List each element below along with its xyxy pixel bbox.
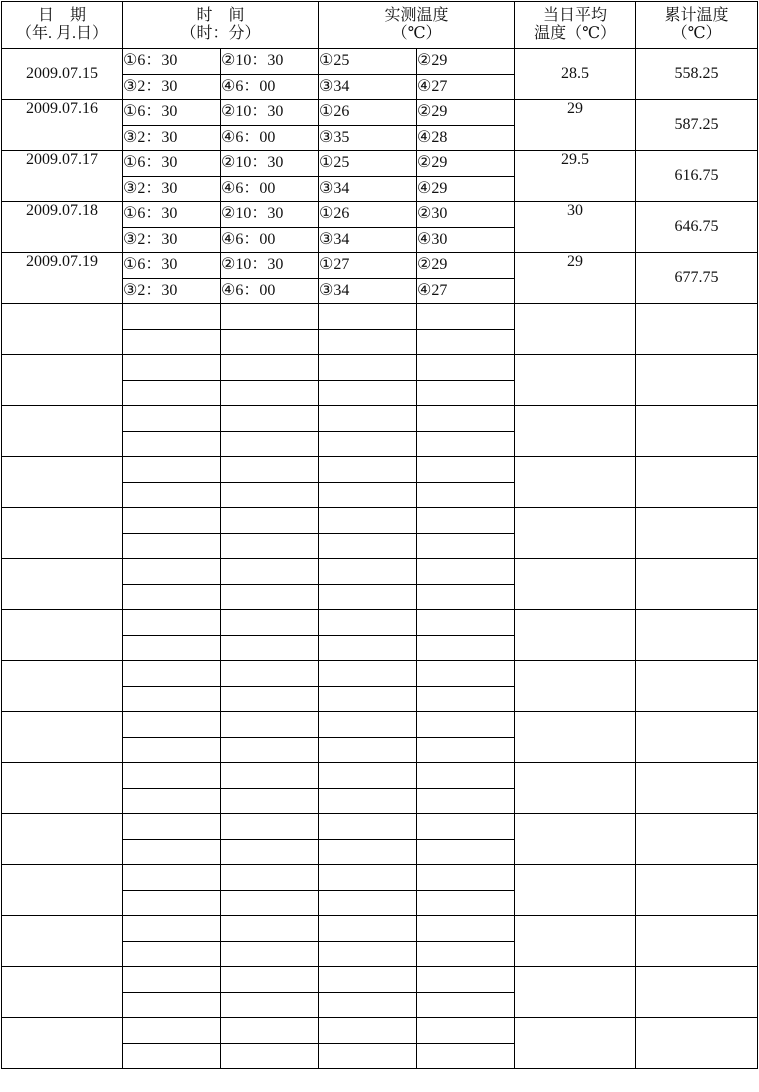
- blank-cell: [319, 992, 417, 1018]
- blank-cell: [123, 1043, 221, 1069]
- empty-row: [2, 661, 758, 687]
- blank-cell: [123, 992, 221, 1018]
- blank-cell: [417, 788, 515, 814]
- blank-cell: [221, 788, 319, 814]
- date-cell: [2, 559, 123, 610]
- blank-cell: [221, 737, 319, 763]
- blank-cell: [123, 967, 221, 993]
- blank-cell: [221, 584, 319, 610]
- blank-cell: [417, 1043, 515, 1069]
- blank-cell: [221, 890, 319, 916]
- time-cell: ③2：30: [123, 278, 221, 304]
- blank-cell: [221, 304, 319, 330]
- blank-cell: [417, 635, 515, 661]
- blank-cell: [417, 763, 515, 789]
- blank-cell: [417, 431, 515, 457]
- blank-cell: [123, 916, 221, 942]
- date-cell: [2, 508, 123, 559]
- blank-cell: [417, 508, 515, 534]
- blank-cell: [417, 482, 515, 508]
- blank-cell: [319, 355, 417, 381]
- daily-avg-cell: [515, 559, 636, 610]
- blank-cell: [123, 890, 221, 916]
- blank-cell: [319, 814, 417, 840]
- date-cell: [2, 661, 123, 712]
- daily-avg-cell: 29.5: [515, 151, 636, 202]
- cumulative-cell: [636, 406, 758, 457]
- temp-cell: ④30: [417, 227, 515, 253]
- blank-cell: [221, 482, 319, 508]
- blank-cell: [221, 916, 319, 942]
- time-cell: ②10：30: [221, 100, 319, 126]
- blank-cell: [319, 941, 417, 967]
- blank-cell: [221, 559, 319, 585]
- blank-cell: [417, 380, 515, 406]
- empty-row: [2, 508, 758, 534]
- blank-cell: [319, 406, 417, 432]
- blank-cell: [123, 814, 221, 840]
- blank-cell: [123, 712, 221, 738]
- blank-cell: [221, 1043, 319, 1069]
- daily-avg-cell: [515, 355, 636, 406]
- blank-cell: [319, 737, 417, 763]
- blank-cell: [221, 661, 319, 687]
- daily-avg-cell: [515, 304, 636, 355]
- blank-cell: [123, 508, 221, 534]
- empty-row: [2, 814, 758, 840]
- blank-cell: [417, 916, 515, 942]
- temp-cell: ①26: [319, 202, 417, 228]
- blank-cell: [123, 839, 221, 865]
- date-cell: [2, 457, 123, 508]
- blank-cell: [221, 967, 319, 993]
- blank-cell: [417, 712, 515, 738]
- blank-cell: [417, 457, 515, 483]
- cumulative-cell: [636, 865, 758, 916]
- daily-avg-cell: [515, 1018, 636, 1069]
- time-cell: ④6：00: [221, 278, 319, 304]
- blank-cell: [123, 737, 221, 763]
- temp-cell: ②29: [417, 49, 515, 75]
- blank-cell: [123, 610, 221, 636]
- daily-avg-cell: 29: [515, 100, 636, 151]
- table-row: [2, 253, 758, 279]
- daily-avg-cell: 30: [515, 202, 636, 253]
- time-cell: ①6：30: [123, 253, 221, 279]
- empty-row: [2, 457, 758, 483]
- blank-cell: [123, 406, 221, 432]
- blank-cell: [123, 380, 221, 406]
- header-measured-temp: 实测温度 （℃）: [319, 2, 515, 49]
- temp-cell: ③34: [319, 176, 417, 202]
- cumulative-cell: [636, 712, 758, 763]
- header-date: 日 期 （年. 月.日）: [2, 2, 123, 49]
- date-cell: 2009.07.16: [2, 100, 123, 151]
- date-cell: 2009.07.18: [2, 202, 123, 253]
- temp-cell: ④27: [417, 278, 515, 304]
- time-cell: ②10：30: [221, 253, 319, 279]
- time-cell: ①6：30: [123, 151, 221, 177]
- date-cell: [2, 304, 123, 355]
- blank-cell: [123, 559, 221, 585]
- temp-cell: ①26: [319, 100, 417, 126]
- cumulative-cell: [636, 661, 758, 712]
- blank-cell: [221, 1018, 319, 1044]
- blank-cell: [123, 584, 221, 610]
- cumulative-cell: 587.25: [636, 100, 758, 151]
- cumulative-cell: [636, 355, 758, 406]
- date-cell: [2, 865, 123, 916]
- blank-cell: [319, 329, 417, 355]
- blank-cell: [417, 406, 515, 432]
- blank-cell: [123, 763, 221, 789]
- table-row: [2, 202, 758, 228]
- empty-row: [2, 916, 758, 942]
- cumulative-cell: 558.25: [636, 49, 758, 100]
- blank-cell: [319, 763, 417, 789]
- temp-cell: ②29: [417, 151, 515, 177]
- date-cell: 2009.07.19: [2, 253, 123, 304]
- blank-cell: [417, 814, 515, 840]
- blank-cell: [417, 661, 515, 687]
- header-cumulative: 累计温度 （℃）: [636, 2, 758, 49]
- temp-cell: ④27: [417, 74, 515, 100]
- table-body: [2, 49, 758, 1069]
- blank-cell: [417, 355, 515, 381]
- empty-row: [2, 559, 758, 585]
- blank-cell: [417, 890, 515, 916]
- empty-row: [2, 355, 758, 381]
- time-cell: ②10：30: [221, 202, 319, 228]
- blank-cell: [123, 431, 221, 457]
- blank-cell: [123, 788, 221, 814]
- blank-cell: [221, 763, 319, 789]
- blank-cell: [319, 635, 417, 661]
- date-cell: [2, 712, 123, 763]
- blank-cell: [221, 839, 319, 865]
- blank-cell: [417, 686, 515, 712]
- time-cell: ④6：00: [221, 74, 319, 100]
- empty-row: [2, 610, 758, 636]
- blank-cell: [319, 967, 417, 993]
- time-cell: ③2：30: [123, 176, 221, 202]
- blank-cell: [319, 431, 417, 457]
- daily-avg-cell: 29: [515, 253, 636, 304]
- cumulative-cell: [636, 457, 758, 508]
- daily-avg-cell: [515, 712, 636, 763]
- table-row: [2, 49, 758, 75]
- temp-cell: ②29: [417, 253, 515, 279]
- daily-avg-cell: [515, 610, 636, 661]
- cumulative-cell: [636, 967, 758, 1018]
- blank-cell: [123, 329, 221, 355]
- blank-cell: [123, 635, 221, 661]
- time-cell: ④6：00: [221, 227, 319, 253]
- blank-cell: [319, 661, 417, 687]
- blank-cell: [123, 1018, 221, 1044]
- blank-cell: [221, 635, 319, 661]
- blank-cell: [417, 1018, 515, 1044]
- time-cell: ①6：30: [123, 49, 221, 75]
- temp-cell: ④28: [417, 125, 515, 151]
- daily-avg-cell: [515, 763, 636, 814]
- blank-cell: [417, 839, 515, 865]
- blank-cell: [319, 508, 417, 534]
- blank-cell: [123, 941, 221, 967]
- temp-cell: ③34: [319, 278, 417, 304]
- blank-cell: [221, 380, 319, 406]
- time-cell: ④6：00: [221, 125, 319, 151]
- blank-cell: [123, 661, 221, 687]
- blank-cell: [417, 610, 515, 636]
- blank-cell: [123, 457, 221, 483]
- date-cell: [2, 763, 123, 814]
- time-cell: ④6：00: [221, 176, 319, 202]
- temperature-record-table: [1, 1, 758, 1069]
- blank-cell: [319, 890, 417, 916]
- cumulative-cell: [636, 559, 758, 610]
- blank-cell: [123, 304, 221, 330]
- cumulative-cell: 646.75: [636, 202, 758, 253]
- blank-cell: [417, 941, 515, 967]
- cumulative-cell: [636, 1018, 758, 1069]
- blank-cell: [319, 839, 417, 865]
- blank-cell: [319, 533, 417, 559]
- date-cell: [2, 355, 123, 406]
- time-cell: ①6：30: [123, 202, 221, 228]
- blank-cell: [221, 329, 319, 355]
- header-time: 时 间 （时：分）: [123, 2, 319, 49]
- time-cell: ②10：30: [221, 49, 319, 75]
- empty-row: [2, 304, 758, 330]
- table-row: [2, 100, 758, 126]
- blank-cell: [319, 482, 417, 508]
- time-cell: ①6：30: [123, 100, 221, 126]
- blank-cell: [221, 941, 319, 967]
- blank-cell: [417, 304, 515, 330]
- blank-cell: [319, 916, 417, 942]
- blank-cell: [319, 712, 417, 738]
- header-daily-avg: 当日平均 温度（℃）: [515, 2, 636, 49]
- blank-cell: [221, 533, 319, 559]
- date-cell: [2, 610, 123, 661]
- temp-cell: ①25: [319, 49, 417, 75]
- empty-row: [2, 865, 758, 891]
- empty-row: [2, 406, 758, 432]
- daily-avg-cell: [515, 508, 636, 559]
- blank-cell: [221, 865, 319, 891]
- cumulative-cell: [636, 304, 758, 355]
- blank-cell: [417, 329, 515, 355]
- blank-cell: [417, 865, 515, 891]
- daily-avg-cell: [515, 916, 636, 967]
- table-row: [2, 151, 758, 177]
- blank-cell: [221, 686, 319, 712]
- blank-cell: [123, 355, 221, 381]
- blank-cell: [221, 610, 319, 636]
- blank-cell: [417, 967, 515, 993]
- blank-cell: [417, 584, 515, 610]
- blank-cell: [221, 457, 319, 483]
- temp-cell: ①27: [319, 253, 417, 279]
- daily-avg-cell: [515, 457, 636, 508]
- cumulative-cell: [636, 763, 758, 814]
- empty-row: [2, 1018, 758, 1044]
- blank-cell: [221, 355, 319, 381]
- blank-cell: [123, 865, 221, 891]
- blank-cell: [319, 304, 417, 330]
- daily-avg-cell: [515, 406, 636, 457]
- time-cell: ②10：30: [221, 151, 319, 177]
- blank-cell: [221, 992, 319, 1018]
- blank-cell: [417, 533, 515, 559]
- blank-cell: [319, 1018, 417, 1044]
- daily-avg-cell: [515, 967, 636, 1018]
- temp-cell: ②30: [417, 202, 515, 228]
- blank-cell: [123, 686, 221, 712]
- empty-row: [2, 967, 758, 993]
- temp-cell: ②29: [417, 100, 515, 126]
- blank-cell: [319, 686, 417, 712]
- blank-cell: [123, 482, 221, 508]
- blank-cell: [319, 788, 417, 814]
- blank-cell: [417, 559, 515, 585]
- blank-cell: [123, 533, 221, 559]
- empty-row: [2, 763, 758, 789]
- cumulative-cell: [636, 814, 758, 865]
- daily-avg-cell: [515, 814, 636, 865]
- blank-cell: [221, 712, 319, 738]
- time-cell: ③2：30: [123, 125, 221, 151]
- empty-row: [2, 712, 758, 738]
- blank-cell: [221, 508, 319, 534]
- time-cell: ③2：30: [123, 74, 221, 100]
- blank-cell: [319, 457, 417, 483]
- blank-cell: [417, 737, 515, 763]
- date-cell: [2, 814, 123, 865]
- daily-avg-cell: [515, 865, 636, 916]
- date-cell: 2009.07.15: [2, 49, 123, 100]
- date-cell: 2009.07.17: [2, 151, 123, 202]
- temp-cell: ③34: [319, 227, 417, 253]
- temp-cell: ③35: [319, 125, 417, 151]
- daily-avg-cell: 28.5: [515, 49, 636, 100]
- blank-cell: [319, 584, 417, 610]
- blank-cell: [221, 406, 319, 432]
- blank-cell: [319, 865, 417, 891]
- blank-cell: [319, 380, 417, 406]
- date-cell: [2, 406, 123, 457]
- blank-cell: [221, 431, 319, 457]
- temp-cell: ③34: [319, 74, 417, 100]
- blank-cell: [319, 1043, 417, 1069]
- date-cell: [2, 1018, 123, 1069]
- cumulative-cell: 677.75: [636, 253, 758, 304]
- cumulative-cell: 616.75: [636, 151, 758, 202]
- date-cell: [2, 916, 123, 967]
- blank-cell: [221, 814, 319, 840]
- temp-cell: ④29: [417, 176, 515, 202]
- date-cell: [2, 967, 123, 1018]
- header-row: [2, 2, 758, 49]
- time-cell: ③2：30: [123, 227, 221, 253]
- cumulative-cell: [636, 610, 758, 661]
- temp-cell: ①25: [319, 151, 417, 177]
- cumulative-cell: [636, 508, 758, 559]
- blank-cell: [319, 559, 417, 585]
- blank-cell: [319, 610, 417, 636]
- cumulative-cell: [636, 916, 758, 967]
- daily-avg-cell: [515, 661, 636, 712]
- blank-cell: [417, 992, 515, 1018]
